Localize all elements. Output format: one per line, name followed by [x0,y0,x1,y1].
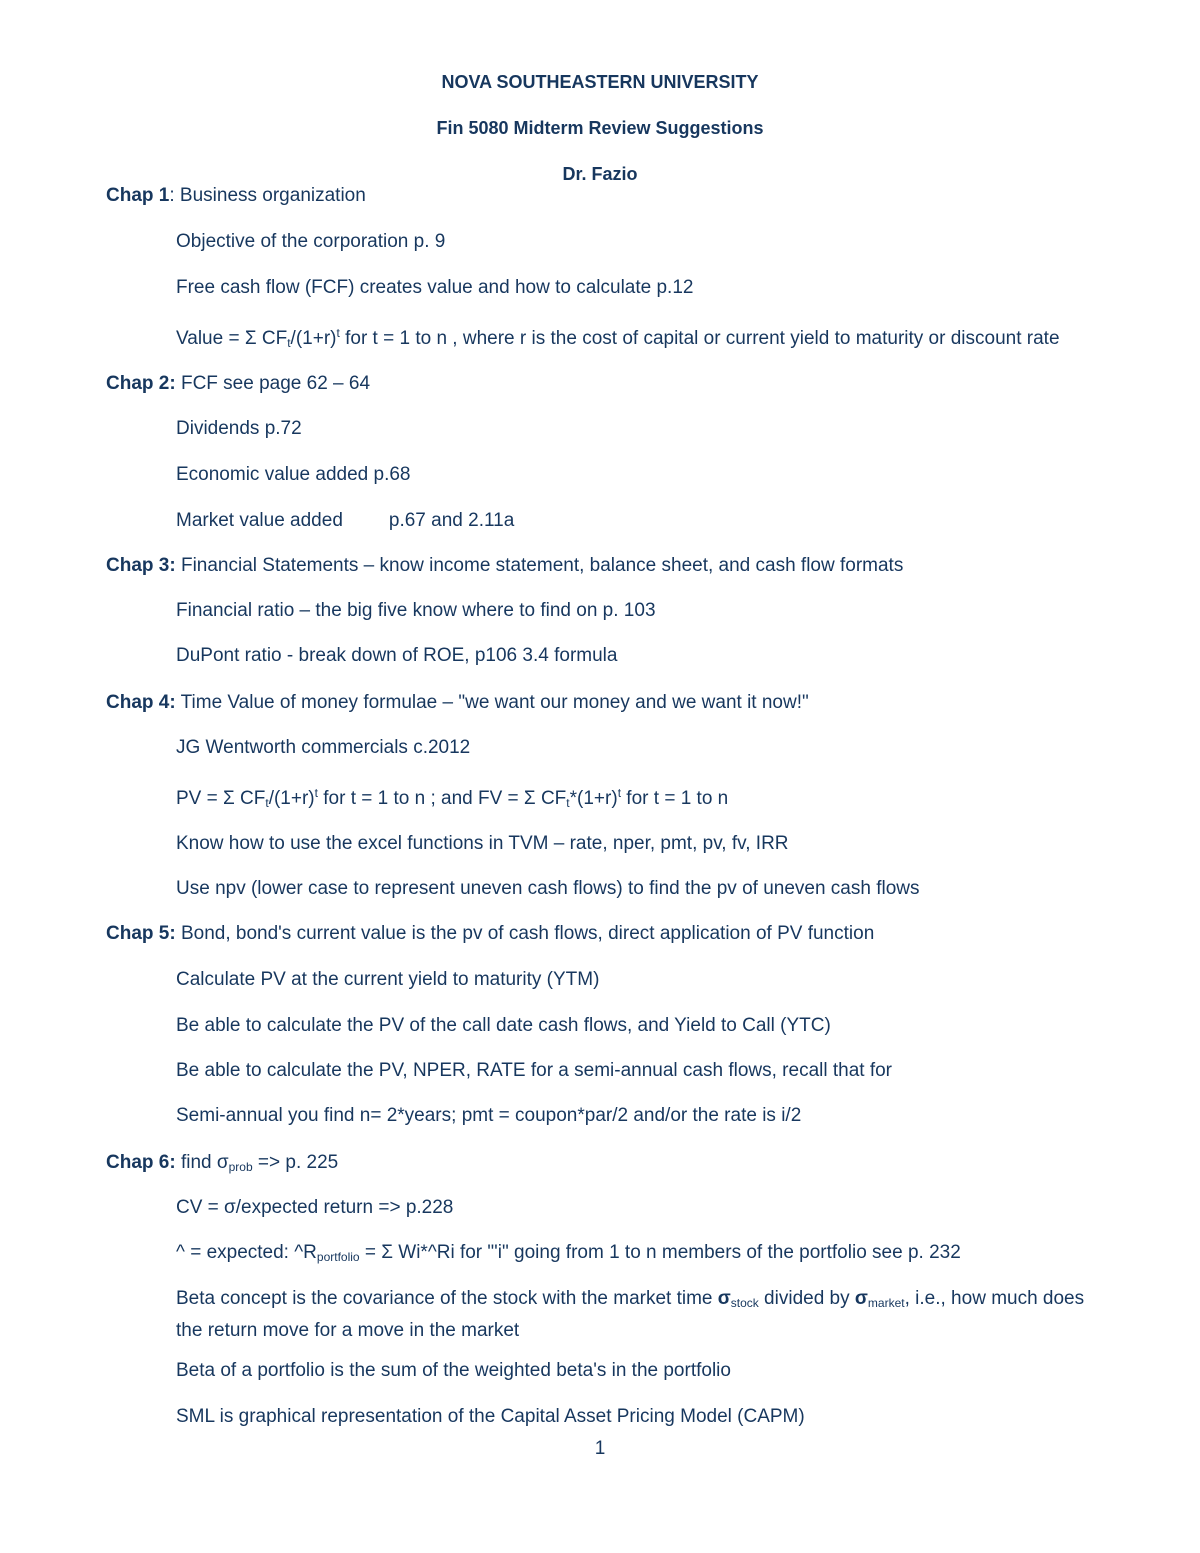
list-item: Dividends p.72 [176,418,302,439]
list-item: Calculate PV at the current yield to maturity (YTM) [176,969,600,990]
pv-fv-formula: PV = Σ $CF_t/(1+r)^t$ for t = 1 to n ; and FV = Σ $CF_t*(1+r)^t$ for t = 1 to n [176,786,729,810]
list-item: JG Wentworth commercials c.2012 [176,737,471,758]
list-item: Semi-annual you find n= 2*years; pmt = coupon*par/2 and/or the rate is i/2 [176,1105,802,1126]
chapter-label: Chap 4: [106,692,176,713]
list-item: Be able to calculate the PV, NPER, RATE for a semi-annual cash flows, recall that for [176,1060,893,1081]
chapter-title: Bond, bond's current value is the pv of cash flows, direct application of PV function [175,923,875,944]
list-item: Know how to use the excel functions in TVM – rate, nper, pmt, pv, fv, IRR [176,833,789,854]
chapter-label: Chap 2: [106,373,176,394]
course-title: Fin 5080 Midterm Review Suggestions [436,118,764,138]
chapter-title: : Business organization [169,185,366,206]
chapter-label: Chap 5: [106,923,176,944]
list-item: Objective of the corporation p. 9 [176,231,446,252]
chapter-6-heading: Chap 6: find $\sigma_{prob} => p$. 225 [106,1152,339,1174]
value-formula: Value = Σ $CF_t/(1+r)^t$ for t = 1 to n , where r is the cost of capital or current yield to maturity or discount rate [176,326,1060,350]
page-number: 1 [594,1438,606,1459]
chapter-4-heading [106,692,809,714]
list-item: CV = σ/expected return => p.228 [176,1197,454,1218]
list-item: Beta of a portfolio is the sum of the weighted beta's in the portfolio [176,1360,731,1381]
list-item: Economic value added p.68 [176,464,411,485]
chapter-label: Chap 1 [106,185,170,206]
chapter-title: FCF see page 62 – 64 [175,373,371,394]
list-item: SML is graphical representation of the Capital Asset Pricing Model (CAPM) [176,1406,805,1427]
list-item: Financial ratio – the big five know where to find on p. 103 [176,600,656,621]
chapter-label: Chap 3: [106,555,176,576]
chapter-label: Chap 6: [106,1152,176,1173]
chapter-5-heading [106,923,874,945]
list-item: Market value added p.67 and 2.11a [176,510,515,531]
university-title: NOVA SOUTHEASTERN UNIVERSITY [441,72,759,92]
chapter-title: Financial Statements – know income statement, balance sheet, and cash flow formats [175,555,904,576]
list-item: DuPont ratio - break down of ROE, p106 3.4 formula [176,645,618,666]
chapter-2-heading [106,373,370,395]
list-item: Use npv (lower case to represent uneven cash flows) to find the pv of uneven cash flows [176,878,920,899]
list-item: Free cash flow (FCF) creates value and how to calculate p.12 [176,277,694,298]
chapter-1-heading [106,185,366,207]
beta-concept-text: Beta concept is the covariance of the stock with the market time $\sigma_{stock}$ divided by $\sigma_{market}$, i.e., how much does the return move for a move in the market [176,1288,1085,1341]
expected-return-formula: ^ = expected: $\^{}R_{portfolio} = \Sigma$ Wi*^Ri for "'i" going from 1 to n members of the portfolio see p. 232 [176,1242,961,1264]
chapter-title: Time Value of money formulae – "we want our money and we want it now!" [175,692,809,713]
chapter-3-heading [106,555,903,577]
instructor-name: Dr. Fazio [562,164,638,184]
list-item: Be able to calculate the PV of the call date cash flows, and Yield to Call (YTC) [176,1015,831,1036]
